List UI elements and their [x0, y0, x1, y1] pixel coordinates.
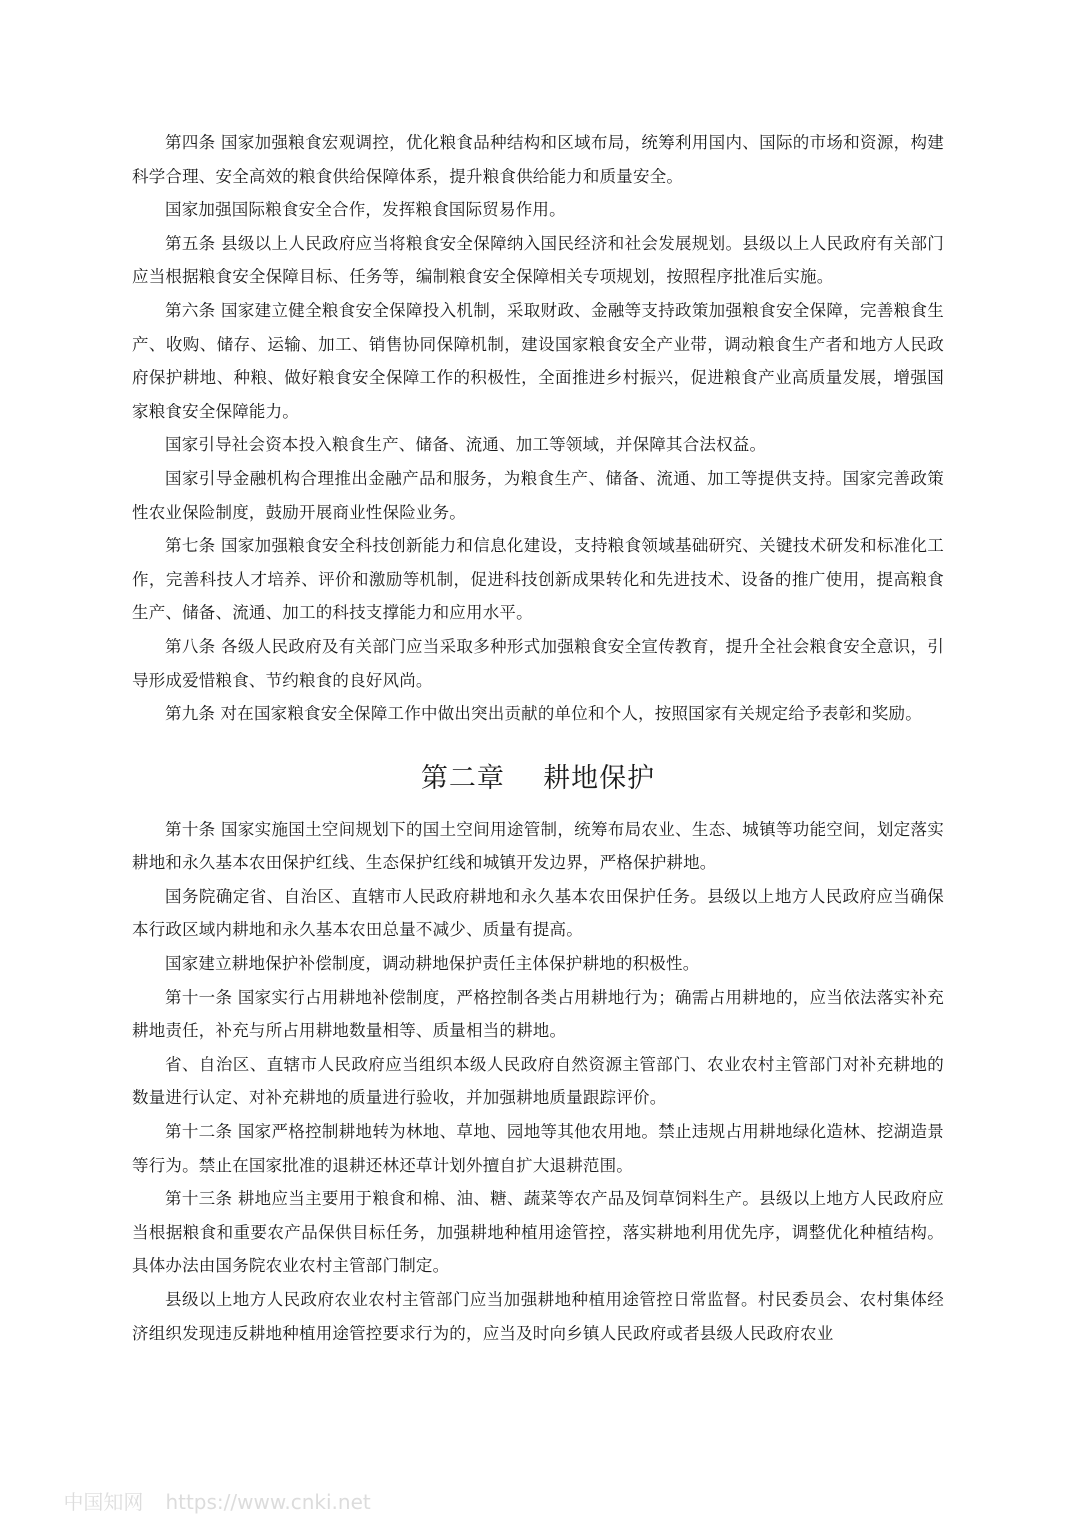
paragraph: 第十条 国家实施国土空间规划下的国土空间用途管制，统筹布局农业、生态、城镇等功能空间，划定落实耕地和永久基本农田保护红线、生态保护红线和城镇开发边界，严格保护耕地。: [132, 819, 944, 873]
watermark-url: https://www.cnki.net: [165, 1490, 371, 1514]
watermark-brand: 中国知网: [63, 1490, 144, 1514]
paragraph: 第十三条 耕地应当主要用于粮食和棉、油、糖、蔬菜等农产品及饲草饲料生产。县级以上地方人民政府应当根据粮食和重要农产品保供目标任务，加强耕地种植用途管控，落实耕地利用优先序，调整优化种植结构。具体办法由国务院农业农村主管部门制定。: [132, 1189, 944, 1276]
chapter-heading: 第二章 耕地保护: [420, 762, 656, 794]
paragraph: 第七条 国家加强粮食安全科技创新能力和信息化建设，支持粮食领域基础研究、关键技术研发和标准化工作，完善科技人才培养、评价和激励等机制，促进科技创新成果转化和先进技术、设备的推广使用，提高粮食生产、储备、流通、加工的科技支撑能力和应用水平。: [132, 536, 944, 623]
paragraph: 第八条 各级人民政府及有关部门应当采取多种形式加强粮食安全宣传教育，提升全社会粮食安全意识，引导形成爱惜粮食、节约粮食的良好风尚。: [132, 636, 944, 690]
page-body: [132, 126, 944, 1350]
paragraph: 第四条 国家加强粮食宏观调控，优化粮食品种结构和区域布局，统筹利用国内、国际的市场和资源，构建科学合理、安全高效的粮食供给保障体系，提升粮食供给能力和质量安全。: [132, 133, 944, 186]
paragraph: 第九条 对在国家粮食安全保障工作中做出突出贡献的单位和个人，按照国家有关规定给予表彰和奖励。: [165, 704, 922, 724]
paragraph: 国务院确定省、自治区、直辖市人民政府耕地和永久基本农田保护任务。县级以上地方人民政府应当确保本行政区域内耕地和永久基本农田总量不减少、质量有提高。: [132, 886, 944, 940]
paragraph: 县级以上地方人民政府农业农村主管部门应当加强耕地种植用途管控日常监督。村民委员会、农村集体经济组织发现违反耕地种植用途管控要求行为的，应当及时向乡镇人民政府或者县级人民政府农业: [132, 1290, 944, 1343]
paragraph: 省、自治区、直辖市人民政府应当组织本级人民政府自然资源主管部门、农业农村主管部门对补充耕地的数量进行认定、对补充耕地的质量进行验收，并加强耕地质量跟踪评价。: [132, 1054, 944, 1108]
paragraph: 第六条 国家建立健全粮食安全保障投入机制，采取财政、金融等支持政策加强粮食安全保障，完善粮食生产、收购、储存、运输、加工、销售协同保障机制，建设国家粮食安全产业带，调动粮食生产者和地方人民政府保护耕地、种粮、做好粮食安全保障工作的积极性，全面推进乡村振兴，促进粮食产业高质量发展，增强国家粮食安全保障能力。: [132, 300, 944, 421]
paragraph: 国家引导金融机构合理推出金融产品和服务，为粮食生产、储备、流通、加工等提供支持。国家完善政策性农业保险制度，鼓励开展商业性保险业务。: [132, 468, 944, 522]
paragraph: 第五条 县级以上人民政府应当将粮食安全保障纳入国民经济和社会发展规划。县级以上人民政府有关部门应当根据粮食安全保障目标、任务等，编制粮食安全保障相关专项规划，按照程序批准后实施。: [132, 233, 944, 287]
watermark: [38, 1462, 371, 1539]
paragraph: 第十一条 国家实行占用耕地补偿制度，严格控制各类占用耕地行为；确需占用耕地的，应当依法落实补充耕地责任，补充与所占用耕地数量相等、质量相当的耕地。: [132, 987, 944, 1041]
paragraph: 国家建立耕地保护补偿制度，调动耕地保护责任主体保护耕地的积极性。: [165, 954, 700, 974]
paragraph: 国家引导社会资本投入粮食生产、储备、流通、加工等领域，并保障其合法权益。: [165, 435, 767, 455]
paragraph: 国家加强国际粮食安全合作，发挥粮食国际贸易作用。: [165, 200, 566, 220]
paragraph: 第十二条 国家严格控制耕地转为林地、草地、园地等其他农用地。禁止违规占用耕地绿化造林、挖湖造景等行为。禁止在国家批准的退耕还林还草计划外擅自扩大退耕范围。: [132, 1122, 944, 1175]
